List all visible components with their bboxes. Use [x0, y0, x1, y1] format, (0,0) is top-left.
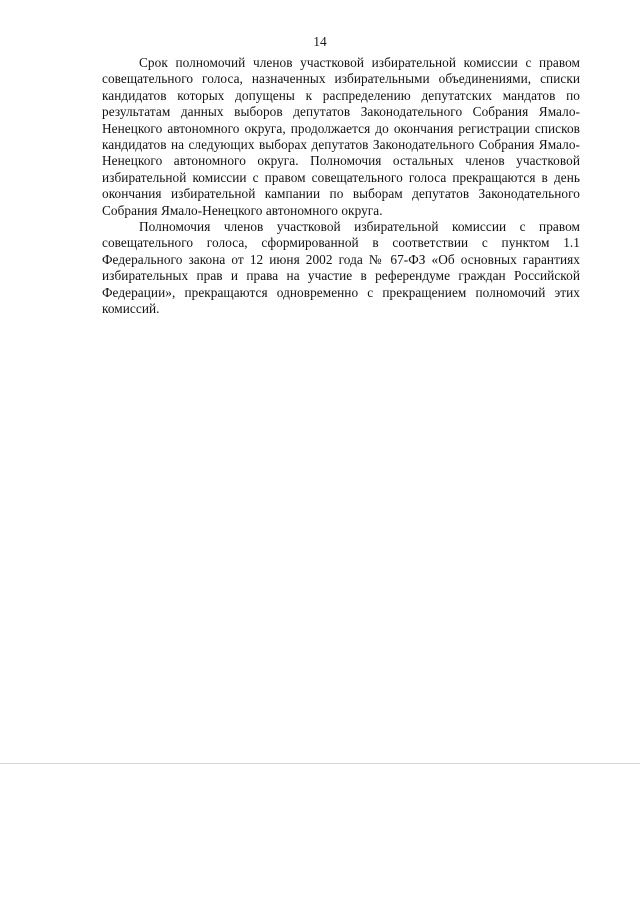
page-number: 14 [313, 34, 327, 49]
document-body [102, 55, 580, 318]
paragraph-termination-of-powers: Полномочия членов участковой избирательной комиссии с правом совещательного голоса, сформированной в соответствии с пунктом 1.1 Федерального закона от 12 июня 2002 года № 67-ФЗ «Об основных гарантиях избирательных прав и права на участие в референдуме граждан Российской Федерации», прекращаются одновременно с прекращением полномочий этих комиссий. [102, 219, 580, 317]
blank-area [0, 764, 640, 905]
paragraph-term-of-powers: Срок полномочий членов участковой избирательной комиссии с правом совещательного голоса, назначенных избирательными объединениями, списки кандидатов которых допущены к распределению депутатских мандатов по результатам данных выборов депутатов Законодательного Собрания Ямало-Ненецкого автономного округа, продолжается до окончания регистрации списков кандидатов на следующих выборах депутатов Законодательного Собрания Ямало-Ненецкого автономного округа. Полномочия остальных членов участковой избирательной комиссии с правом совещательного голоса прекращаются в день окончания избирательной кампании по выборам депутатов Законодательного Собрания Ямало-Ненецкого автономного округа. [102, 55, 580, 218]
